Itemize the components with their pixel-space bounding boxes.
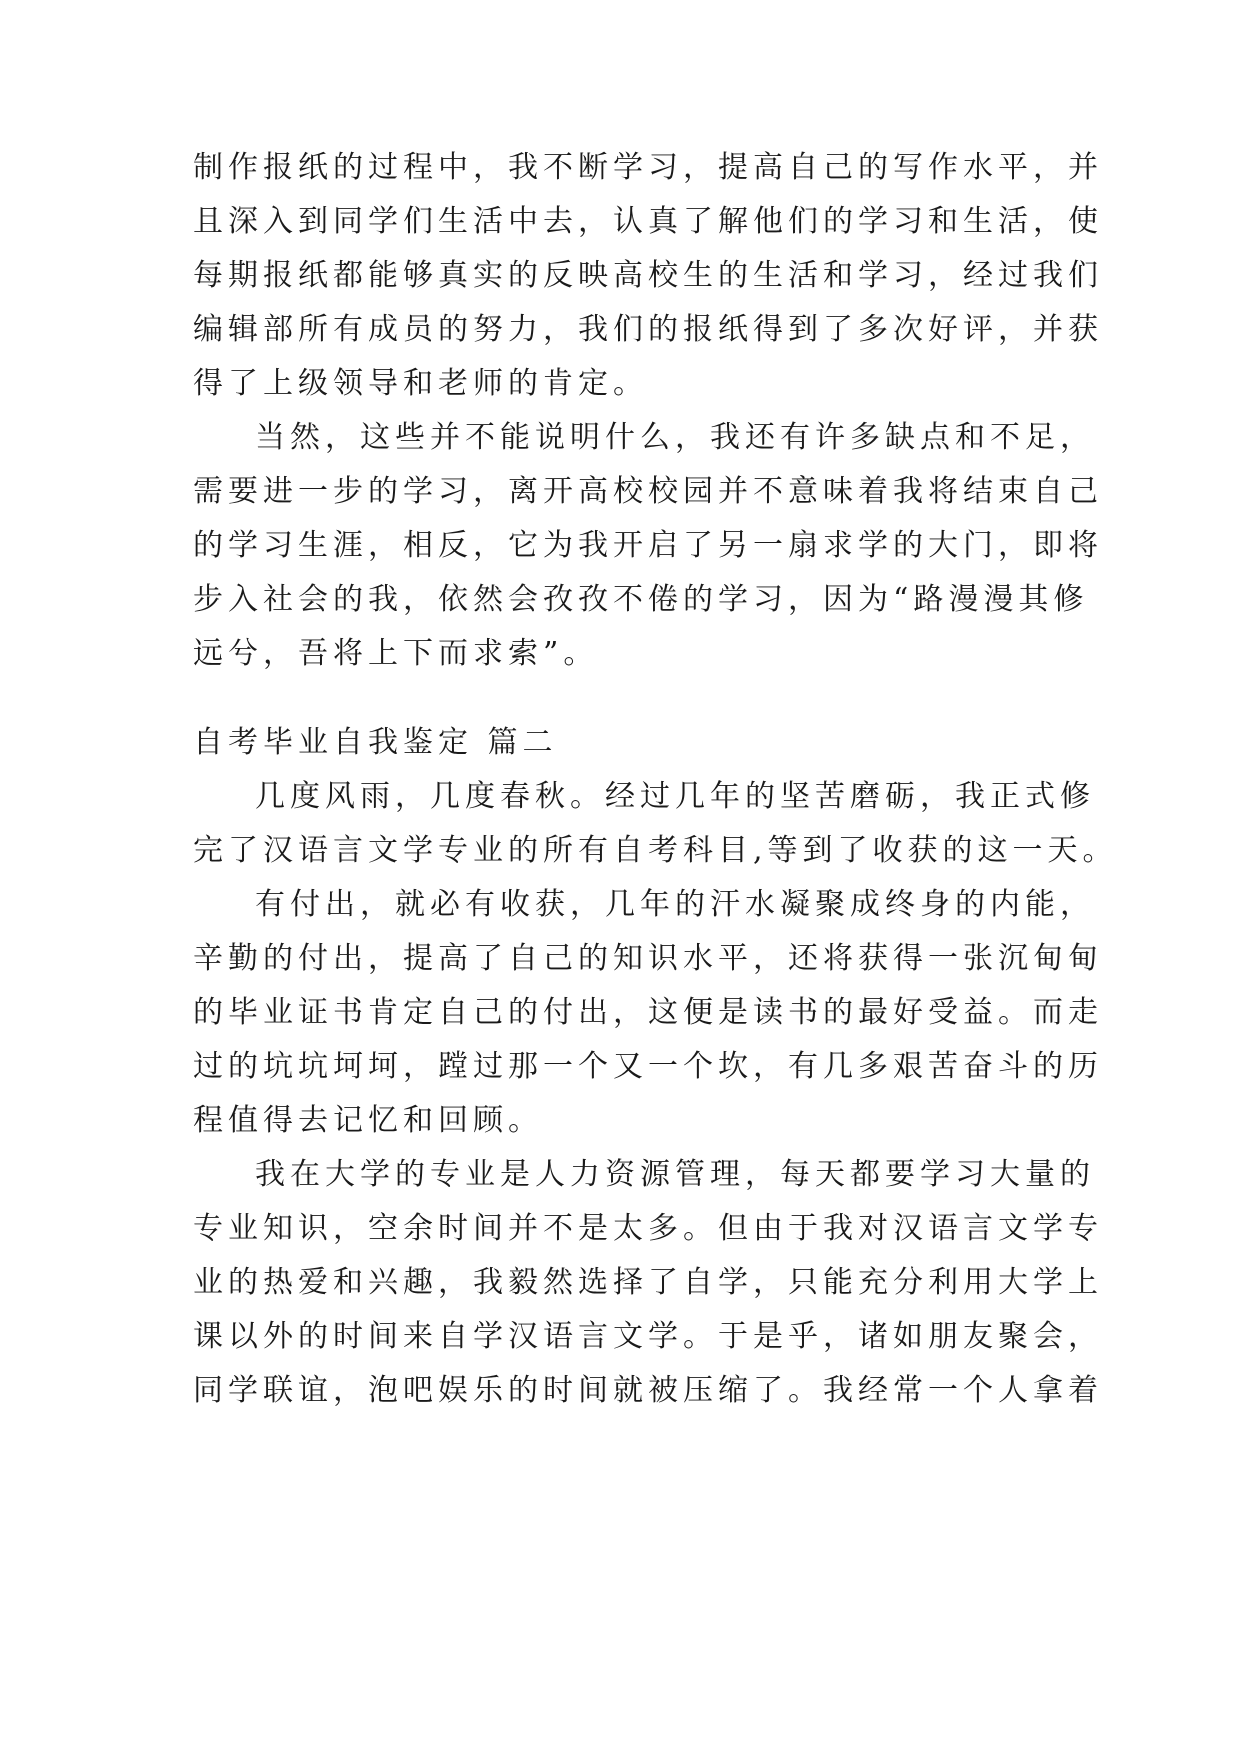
paragraph-2-line-1: 当然，这些并不能说明什么，我还有许多缺点和不足， bbox=[255, 420, 1095, 455]
paragraph-1-line-5: 得了上级领导和老师的肯定。 bbox=[193, 366, 648, 401]
paragraph-5-line-4: 课以外的时间来自学汉语言文学。于是乎，诸如朋友聚会， bbox=[193, 1319, 1103, 1354]
section-heading: 自考毕业自我鉴定 篇二 bbox=[193, 725, 558, 760]
paragraph-2-line-2: 需要进一步的学习，离开高校校园并不意味着我将结束自己 bbox=[193, 474, 1103, 509]
paragraph-3-line-2: 完了汉语言文学专业的所有自考科目,等到了收获的这一天。 bbox=[193, 833, 1118, 868]
paragraph-4-line-2: 辛勤的付出，提高了自己的知识水平，还将获得一张沉甸甸 bbox=[193, 941, 1103, 976]
paragraph-1-line-1: 制作报纸的过程中，我不断学习，提高自己的写作水平，并 bbox=[193, 150, 1103, 185]
paragraph-1-line-3: 每期报纸都能够真实的反映高校生的生活和学习，经过我们 bbox=[193, 258, 1103, 293]
paragraph-3-line-1: 几度风雨，几度春秋。经过几年的坚苦磨砺，我正式修 bbox=[255, 779, 1095, 814]
paragraph-2-line-4: 步入社会的我，依然会孜孜不倦的学习，因为“路漫漫其修 bbox=[193, 582, 1089, 617]
paragraph-2-line-5: 远兮，吾将上下而求索”。 bbox=[193, 636, 599, 671]
paragraph-2-line-3: 的学习生涯，相反，它为我开启了另一扇求学的大门，即将 bbox=[193, 528, 1103, 563]
paragraph-4-line-5: 程值得去记忆和回顾。 bbox=[193, 1103, 543, 1138]
paragraph-4-line-3: 的毕业证书肯定自己的付出，这便是读书的最好受益。而走 bbox=[193, 995, 1103, 1030]
paragraph-5-line-5: 同学联谊，泡吧娱乐的时间就被压缩了。我经常一个人拿着 bbox=[193, 1373, 1103, 1408]
paragraph-4-line-4: 过的坑坑坷坷，蹚过那一个又一个坎，有几多艰苦奋斗的历 bbox=[193, 1049, 1103, 1084]
paragraph-5-line-1: 我在大学的专业是人力资源管理，每天都要学习大量的 bbox=[255, 1157, 1095, 1192]
paragraph-4-line-1: 有付出，就必有收获，几年的汗水凝聚成终身的内能， bbox=[255, 887, 1095, 922]
paragraph-5-line-3: 业的热爱和兴趣，我毅然选择了自学，只能充分利用大学上 bbox=[193, 1265, 1103, 1300]
paragraph-1-line-4: 编辑部所有成员的努力，我们的报纸得到了多次好评，并获 bbox=[193, 312, 1103, 347]
paragraph-1-line-2: 且深入到同学们生活中去，认真了解他们的学习和生活，使 bbox=[193, 204, 1103, 239]
paragraph-5-line-2: 专业知识，空余时间并不是太多。但由于我对汉语言文学专 bbox=[193, 1211, 1103, 1246]
